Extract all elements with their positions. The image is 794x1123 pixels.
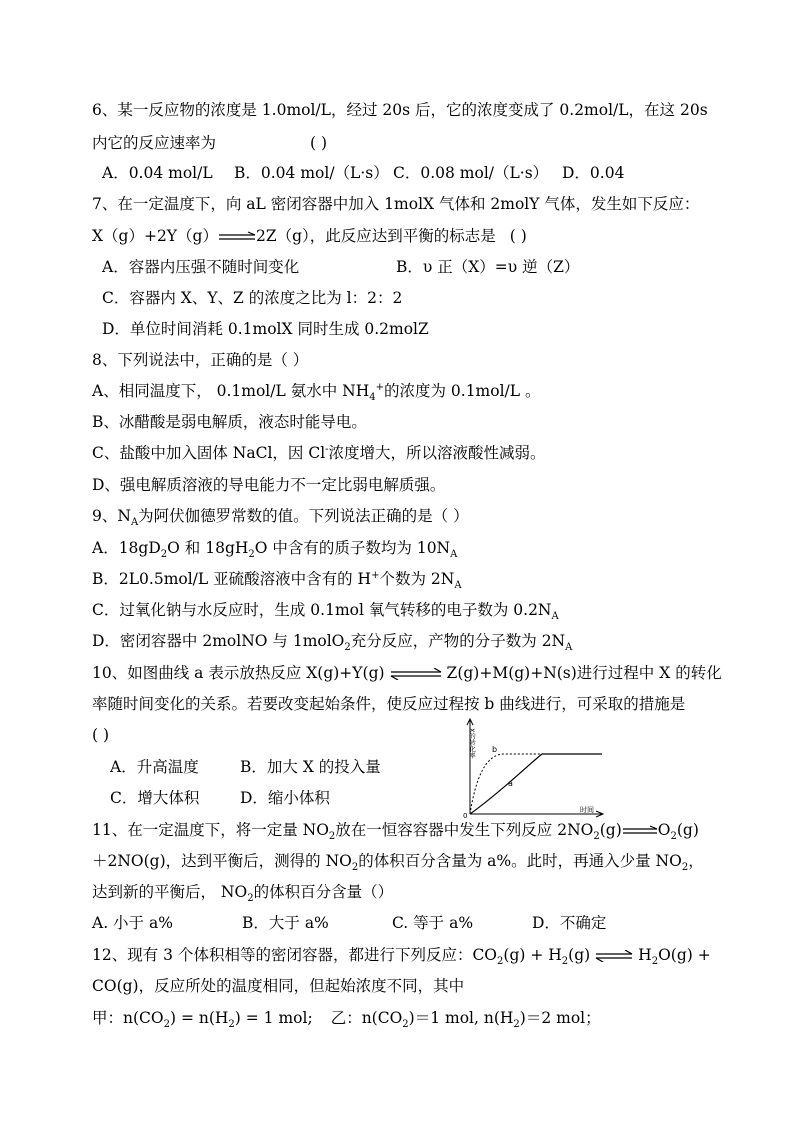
q11-option-d: D．不确定 (532, 914, 607, 932)
q7-option-b: B．υ 正（X）=υ 逆（Z） (396, 258, 580, 276)
q9-a-sub3: A (450, 549, 458, 561)
q8-option-a-sub: 4 (369, 392, 376, 404)
q9-c-sub: A (551, 611, 559, 623)
graph-y-label: X的转化率 (468, 728, 476, 759)
curve-a (470, 754, 602, 814)
q12-l1-sub3: 2 (651, 956, 659, 968)
q8-option-c-post: 浓度增大，所以溶液酸性减弱。 (328, 444, 546, 462)
q12-yi3: )＝2 mol； (519, 1009, 601, 1027)
q8-option-a-pre: A、相同温度下， 0.1mol/L 氨水中 NH (92, 382, 370, 400)
q10-line2: 率随时间变化的关系。若要改变起始条件，使反应过程按 b 曲线进行，可采取的措施是 (92, 695, 686, 713)
q9-a-1: A．18gD (92, 539, 161, 557)
q9-c-1: C．过氧化钠与水反应时，生成 0.1mol 氧气转移的电子数为 0.2N (92, 601, 552, 619)
q11-line3 (92, 882, 394, 905)
conversion-rate-graph (462, 716, 610, 818)
reversible-arrow-icon (389, 668, 443, 680)
q9-d-2: 充分反应，产物的分子数为 2N (350, 632, 566, 650)
q9-d-sub1: 2 (344, 642, 351, 654)
q10-option-a: A．升高温度 (110, 758, 199, 776)
q6-line2 (92, 133, 328, 153)
q9-d-1: D．密闭容器中 2molNO 与 1molO (92, 632, 345, 650)
q12-line2: CO(g)，反应所处的温度相同，但起始浓度不同，其中 (92, 977, 465, 995)
q11-l2-sub2: 2 (681, 862, 689, 874)
q8-option-a-post: 的浓度为 0.1mol/L 。 (383, 382, 541, 400)
q11-l2-pre: ＋2NO(g)，达到平衡后，测得的 NO (92, 852, 352, 870)
q12-l1-sub2: 2 (561, 956, 569, 968)
q8-option-a (92, 381, 541, 404)
q7-option-d: D．单位时间消耗 0.1molX 同时生成 0.2molZ (102, 320, 429, 338)
q9-b-sup: + (371, 569, 380, 581)
q8-option-c (92, 443, 546, 463)
q8-option-a-sup: + (375, 381, 384, 393)
q6-option-a: A．0.04 mol/L (102, 164, 213, 182)
q6-option-c: C．0.08 mol/（L·s） (393, 164, 549, 182)
q11-l1-pre: 11、在一定温度下，将一定量 NO (92, 821, 329, 839)
q11-l1-g: (g) (599, 821, 622, 839)
q12-l1-end: O(g) + (658, 946, 711, 964)
q7-line2 (92, 226, 527, 246)
q10-option-d: D．缩小体积 (240, 789, 330, 807)
q9-b-1: B．2L0.5mol/L 亚硫酸溶液中含有的 H (92, 570, 372, 588)
q8-option-c-sup: - (325, 443, 329, 455)
q9-line1 (92, 506, 469, 529)
q12-jia: 甲：n(CO (92, 1009, 164, 1027)
q9-a-3: O 中含有的质子数均为 10N (254, 539, 451, 557)
curve-a-label: a (508, 779, 513, 788)
q12-l1-g: (g) (568, 946, 591, 964)
q9-sub-a: A (130, 517, 139, 529)
q12-l3-sub4: 2 (513, 1019, 520, 1031)
q10-option-c: C．增大体积 (110, 789, 200, 807)
q11-l3-sub: 2 (247, 893, 254, 905)
q11-l2-post: 的体积百分含量为 a%。此时，再通入少量 NO (358, 852, 682, 870)
q9-a-sub2: 2 (248, 549, 255, 561)
q9-line1-post: 为阿伏伽德罗常数的值。下列说法正确的是（ ） (138, 507, 469, 525)
q8-option-d: D、强电解质溶液的导电能力不一定比弱电解质强。 (92, 476, 446, 494)
reversible-arrow-icon-2 (594, 950, 634, 962)
q11-line1 (92, 820, 699, 843)
q12-line3 (92, 1008, 601, 1031)
q11-l1-post: O (657, 821, 671, 839)
q12-line1 (92, 945, 711, 968)
q11-l2-sub1: 2 (351, 862, 359, 874)
q10-line1-post: Z(g)+M(g)+N(s)进行过程中 X 的转化 (446, 664, 722, 682)
q7-line1: 7、在一定温度下，向 aL 密闭容器中加入 1molX 气体和 2molY 气体，发生如下反应： (92, 195, 700, 213)
q9-n: 9、N (92, 507, 131, 525)
q12-l3-sub2: 2 (228, 1019, 235, 1031)
q9-option-c (92, 600, 559, 623)
q12-l3-mid1: ) = n(H (169, 1009, 229, 1027)
q11-l3-post: 的体积百分含量（） (253, 883, 394, 901)
q12-l1-post: H (638, 946, 652, 964)
q10-option-b: B．加大 X 的投入量 (240, 758, 381, 776)
q12-l3-sub1: 2 (163, 1019, 170, 1031)
q12-l3-sub3: 2 (402, 1019, 409, 1031)
equilibrium-arrow-icon (218, 231, 256, 243)
q10-line1 (92, 663, 722, 683)
graph-x-label: 时间 (580, 806, 594, 814)
q12-l3-mid2: ) = 1 mol; (234, 1009, 313, 1027)
q6-answer-paren: ( ) (310, 134, 328, 152)
q7-option-c: C．容器内 X、Y、Z 的浓度之比为 l：2：2 (102, 289, 403, 307)
q9-a-sub1: 2 (160, 549, 168, 561)
q11-l1-sub2: 2 (593, 831, 600, 843)
q12-l1-sub1: 2 (497, 956, 504, 968)
q11-l1-mid: 放在一恒容容器中发生下列反应 2NO (335, 821, 594, 839)
q11-option-b: B．大于 a% (242, 914, 329, 932)
q11-l2-end: ， (688, 852, 704, 870)
curve-b-label: b (492, 745, 498, 754)
q12-l1-pre: 12、现有 3 个体积相等的密闭容器，都进行下列反应：CO (92, 946, 498, 964)
q11-option-a: A. 小于 a% (92, 914, 173, 932)
q9-a-2: O 和 18gH (167, 539, 249, 557)
q6-line1: 6、某一反应物的浓度是 1.0mol/L，经过 20s 后，它的浓度变成了 0.2mol/L，在这 20s (92, 101, 708, 119)
graph-origin: 0 (463, 812, 468, 818)
q7-eq-right: 2Z（g），此反应达到平衡的标志是 (255, 227, 496, 245)
q9-b-2: 个数为 2N (379, 570, 455, 588)
q11-l1-sub1: 2 (328, 831, 336, 843)
q12-l1-mid: (g) + H (503, 946, 562, 964)
q11-l1-sub3: 2 (670, 831, 677, 843)
q8-option-c-pre: C、盐酸中加入固体 NaCl，因 Cl (92, 444, 326, 462)
q11-l1-end: (g) (676, 821, 699, 839)
q9-option-a (92, 538, 458, 561)
q6-line2-text: 内它的反应速率为 (92, 134, 217, 152)
q7-eq-left: X（g）+2Y（g） (92, 227, 218, 245)
q6-option-b: B．0.04 mol/（L·s） (234, 164, 389, 182)
q8-option-b: B、冰醋酸是弱电解质，液态时能导电。 (92, 413, 367, 431)
q9-option-b (92, 569, 462, 592)
equilibrium-arrow-icon-2 (622, 825, 658, 837)
q9-option-d (92, 631, 573, 654)
q11-l3-pre: 达到新的平衡后， NO (92, 883, 248, 901)
q12-yi2: )＝1 mol, n(H (408, 1009, 514, 1027)
q9-d-sub2: A (565, 642, 573, 654)
q7-option-a: A．容器内压强不随时间变化 (102, 258, 300, 276)
q10-line1-pre: 10、如图曲线 a 表示放热反应 X(g)+Y(g) (92, 664, 385, 682)
q6-option-d: D．0.04 (562, 164, 625, 182)
q11-line2 (92, 851, 704, 874)
q12-yi: 乙：n(CO (330, 1009, 403, 1027)
q11-option-c: C. 等于 a% (392, 914, 474, 932)
q10-answer-paren: ( ) (92, 726, 110, 744)
q7-answer-paren: ( ) (509, 227, 527, 245)
q8-line1: 8、下列说法中，正确的是（ ） (92, 351, 309, 369)
q9-b-sub: A (454, 580, 462, 592)
